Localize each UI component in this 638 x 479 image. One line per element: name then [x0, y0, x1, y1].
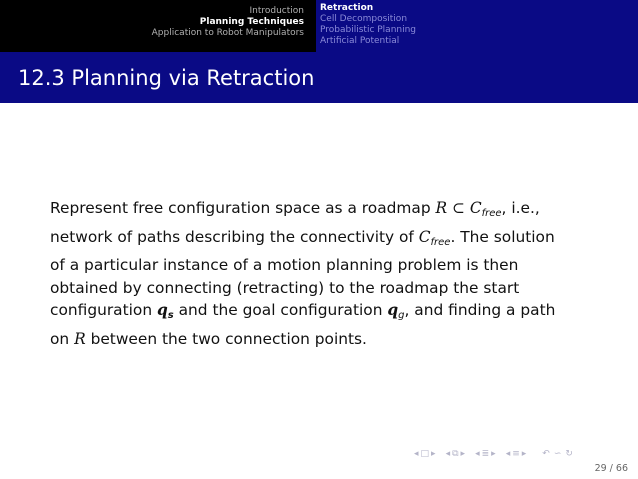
body-line-3: of a particular instance of a motion planning problem is then — [50, 256, 519, 275]
body-line-4: obtained by connecting (retracting) to the roadmap the start — [50, 278, 520, 297]
goal-config-symbol: q — [387, 301, 399, 320]
free-subscript: free — [481, 208, 502, 219]
body-text: configuration — [50, 301, 157, 320]
start-subscript: s — [167, 310, 174, 322]
section-link-application[interactable]: Application to Robot Manipulators — [151, 28, 304, 39]
subsection-link-cell-decomposition[interactable]: Cell Decomposition — [320, 14, 408, 24]
goal-subscript: g — [398, 310, 405, 322]
section-nav — [152, 6, 304, 40]
nav-subsection-group[interactable] — [446, 449, 466, 459]
body-text: between the two connection points. — [85, 329, 367, 348]
body-line-1 — [50, 197, 595, 226]
search-icon[interactable]: ∽ — [553, 449, 562, 459]
subsection-link-probabilistic-planning[interactable]: Probabilistic Planning — [320, 25, 417, 35]
frame-icon: □ — [420, 449, 430, 459]
roadmap-symbol: R — [435, 199, 448, 217]
slide-title: 12.3 Planning via Retraction — [18, 66, 315, 90]
nav-document-group[interactable] — [506, 449, 527, 459]
body-text: on — [50, 329, 75, 348]
section-link-planning-techniques[interactable]: Planning Techniques — [199, 17, 304, 28]
document-icon: ≡ — [512, 449, 520, 459]
page-number: 29 / 66 — [594, 463, 628, 474]
slide-body — [50, 197, 595, 351]
start-config-symbol: q — [156, 301, 168, 320]
nav-frame-group[interactable] — [414, 449, 436, 459]
nav-section-group[interactable] — [475, 449, 496, 459]
section-icon: ≣ — [481, 449, 490, 459]
subsection-link-retraction[interactable]: Retraction — [320, 3, 374, 13]
body-line-5 — [50, 299, 595, 328]
subsection-link-artificial-potential[interactable]: Artificial Potential — [320, 36, 400, 46]
roadmap-symbol: R — [74, 329, 86, 348]
back-arrow-icon[interactable]: ↶ — [542, 449, 550, 459]
subsection-nav — [320, 3, 416, 47]
subset-symbol: ⊂ — [452, 199, 465, 217]
beamer-navigation — [414, 447, 573, 461]
body-text: , and finding a path — [404, 301, 556, 320]
body-text: , i.e., — [501, 199, 540, 217]
arrow-left-icon[interactable]: ◂ — [445, 449, 451, 459]
arrow-right-icon[interactable]: ▸ — [491, 449, 496, 459]
body-line-2 — [50, 226, 595, 255]
arrow-right-icon[interactable]: ▸ — [521, 449, 527, 459]
body-text: . The solution — [450, 227, 555, 246]
arrow-left-icon[interactable]: ◂ — [414, 449, 419, 459]
cspace-symbol: C — [418, 227, 431, 246]
free-subscript: free — [430, 236, 451, 248]
section-link-introduction[interactable]: Introduction — [249, 6, 304, 16]
body-text: and the goal configuration — [173, 301, 388, 320]
zoom-icon[interactable]: ↻ — [565, 449, 573, 459]
subsection-icon: ⧉ — [452, 449, 459, 459]
arrow-left-icon[interactable]: ◂ — [475, 449, 480, 459]
slide-title-bar — [0, 52, 638, 103]
body-line-6 — [50, 328, 595, 351]
cspace-symbol: C — [469, 199, 482, 217]
body-text: network of paths describing the connectivity of — [50, 227, 419, 246]
arrow-right-icon[interactable]: ▸ — [431, 449, 436, 459]
arrow-left-icon[interactable]: ◂ — [505, 449, 511, 459]
arrow-right-icon[interactable]: ▸ — [460, 449, 466, 459]
body-text: Represent free configuration space as a roadmap — [50, 199, 436, 217]
